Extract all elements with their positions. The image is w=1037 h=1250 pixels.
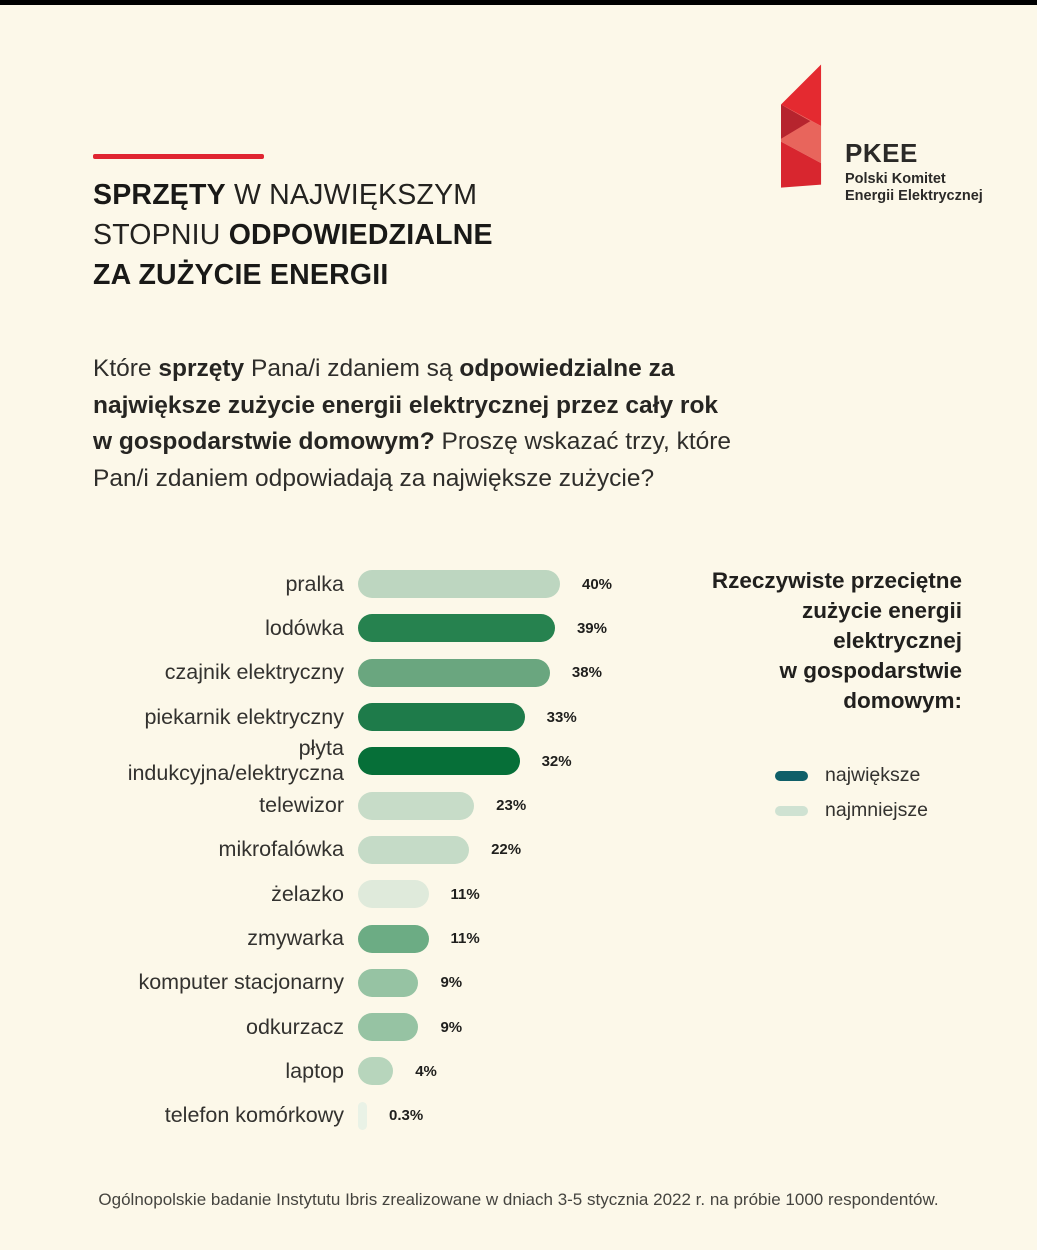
bar-track <box>358 836 521 864</box>
legend <box>690 566 962 828</box>
pkee-logo <box>781 63 983 204</box>
legend-swatch <box>775 806 808 816</box>
legend-items <box>690 758 962 828</box>
bar-value-label: 9% <box>440 1018 463 1036</box>
bar-category-label: odkurzacz <box>246 1014 344 1039</box>
bar-value-label: 11% <box>450 930 480 948</box>
pkee-tagline-line2: Energii Elektrycznej <box>845 187 983 204</box>
bar-track <box>358 1102 423 1130</box>
bar-value-label: 32% <box>541 752 572 770</box>
chart-row <box>93 1094 693 1138</box>
survey-question: Które sprzęty Pana/i zdaniem są odpowiedzialne za największe zużycie energii elektrycznej przez cały rok w gospodarstwie domowym? Proszę wskazać trzy, które Pan/i zdaniem odpowiadają za największe zużycie? <box>93 355 732 492</box>
page-title: SPRZĘTY W NAJWIĘKSZYM STOPNIU ODPOWIEDZIALNE ZA ZUŻYCIE ENERGII <box>93 179 493 291</box>
chart-row <box>93 736 693 786</box>
bar-category-label: telewizor <box>259 793 344 818</box>
bar-track <box>358 792 526 820</box>
chart-row <box>93 606 693 650</box>
bar <box>358 880 429 908</box>
bar-track <box>358 925 480 953</box>
legend-title: Rzeczywiste przeciętne zużycie energii elektrycznej w gospodarstwie domowym: <box>711 568 962 713</box>
legend-label: największe <box>825 764 921 786</box>
bar-chart <box>93 562 693 1138</box>
bar-track <box>358 614 607 642</box>
bar-category-label: piekarnik elektryczny <box>144 704 344 729</box>
bar <box>358 925 429 953</box>
bar-track <box>358 703 577 731</box>
bar-value-label: 38% <box>571 664 602 682</box>
bar-category-label: pralka <box>285 571 344 596</box>
bar-category-label: mikrofalówka <box>218 837 344 862</box>
bar-value-label: 33% <box>546 708 577 726</box>
bar-category-label: zmywarka <box>247 926 344 951</box>
pkee-brand-name: PKEE <box>845 138 918 168</box>
bar <box>358 570 560 598</box>
bar-track <box>358 570 612 598</box>
bar <box>358 703 525 731</box>
bar-track <box>358 659 602 687</box>
bar <box>358 1013 418 1041</box>
bar-value-label: 23% <box>496 797 527 815</box>
source-note: Ogólnopolskie badanie Instytutu Ibris zrealizowane w dniach 3-5 stycznia 2022 r. na próbie 1000 respondentów. <box>98 1190 939 1209</box>
bar-track <box>358 1013 462 1041</box>
legend-label: najmniejsze <box>825 799 928 821</box>
bar-category-label: telefon komórkowy <box>164 1103 344 1128</box>
bar-category-label: komputer stacjonarny <box>138 970 344 995</box>
bar-value-label: 4% <box>415 1062 437 1080</box>
bar-value-label: 22% <box>491 841 522 859</box>
pkee-tagline <box>845 171 1037 204</box>
bar-value-label: 11% <box>450 885 480 903</box>
bar <box>358 659 550 687</box>
chart-row <box>93 828 693 872</box>
pkee-logo-text <box>845 140 1037 204</box>
bar <box>358 969 418 997</box>
bar-track <box>358 747 572 775</box>
bar <box>358 614 555 642</box>
chart-row <box>93 961 693 1005</box>
chart-row <box>93 1049 693 1093</box>
bar-category-label: lodówka <box>265 615 344 640</box>
legend-item <box>690 758 962 793</box>
bar-category-label: płyta indukcyjna/elektryczna <box>127 736 344 786</box>
bar-track <box>358 880 480 908</box>
title-accent-line <box>93 154 264 159</box>
chart-row <box>93 783 693 827</box>
pkee-tagline-line1: Polski Komitet <box>845 171 946 187</box>
bar-category-label: żelazko <box>271 881 344 906</box>
bar-track <box>358 969 462 997</box>
chart-row <box>93 562 693 606</box>
bar-category-label: laptop <box>285 1058 344 1083</box>
legend-swatch <box>775 771 808 781</box>
bar <box>358 836 469 864</box>
bar-track <box>358 1057 437 1085</box>
bar-value-label: 40% <box>582 575 613 593</box>
chart-row <box>93 916 693 960</box>
bar-category-label: czajnik elektryczny <box>164 660 344 685</box>
chart-row <box>93 651 693 695</box>
bar <box>358 792 474 820</box>
pkee-logo-mark-icon <box>781 63 824 193</box>
legend-item <box>690 793 962 828</box>
bar-value-label: 39% <box>576 619 607 637</box>
chart-row <box>93 1005 693 1049</box>
bar-value-label: 0.3% <box>389 1107 424 1125</box>
top-edge-bar <box>0 0 1037 5</box>
bar-value-label: 9% <box>440 974 463 992</box>
chart-row <box>93 695 693 739</box>
bar <box>358 1102 367 1130</box>
bar <box>358 747 520 775</box>
bar <box>358 1057 393 1085</box>
chart-row <box>93 872 693 916</box>
